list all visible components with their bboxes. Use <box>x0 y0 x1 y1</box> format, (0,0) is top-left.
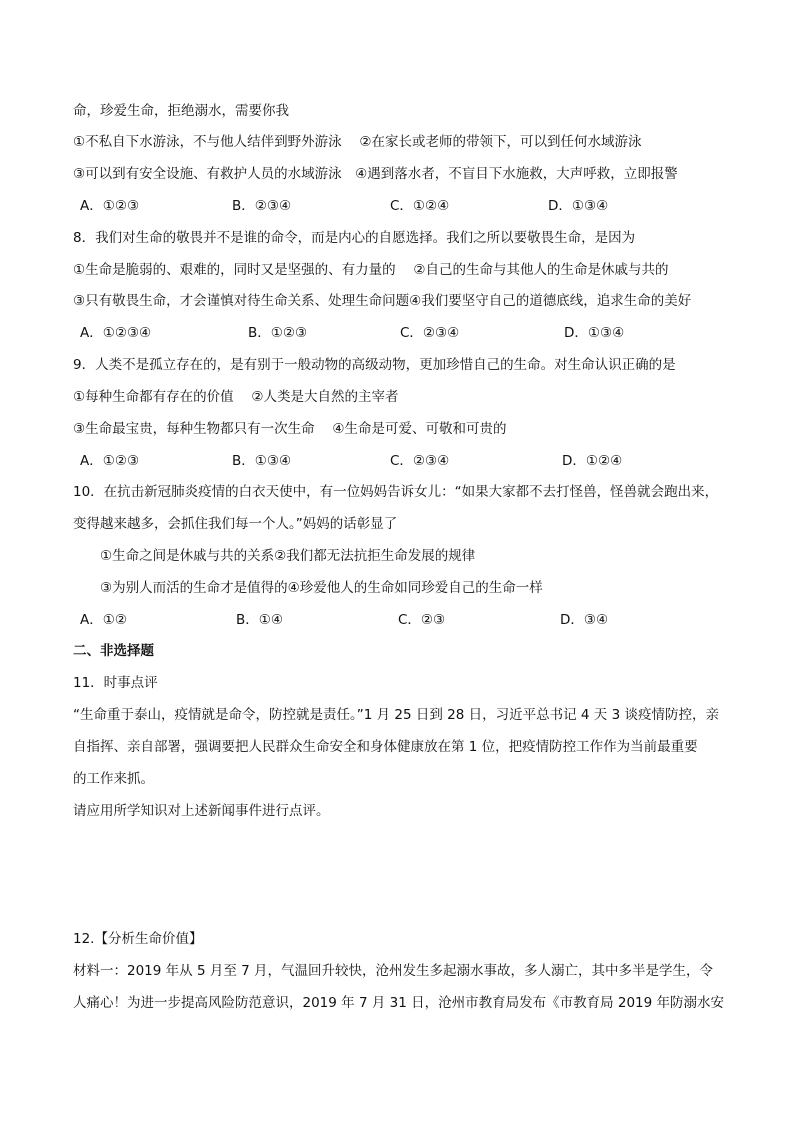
q11-title: 11．时事点评 <box>73 675 158 691</box>
q11-question: 请应用所学知识对上述新闻事件进行点评。 <box>73 803 330 819</box>
q10-stem-line-2: 变得越来越多，会抓住我们每一个人。”妈妈的话彰显了 <box>73 516 398 532</box>
q7-statement-3-4: ③可以到有安全设施、有救护人员的水域游泳 ④遇到落水者，不盲目下水施救，大声呼救，立即报警 <box>73 166 678 182</box>
q11-paragraph-line-1: “生命重于泰山，疫情就是命令，防控就是责任。”1 月 25 日到 28 日，习近平总书记 4 天 3 谈疫情防控，亲 <box>73 707 719 723</box>
q8-statement-3-4: ③只有敬畏生命，才会谨慎对待生命关系、处理生命问题④我们要坚守自己的道德底线，追求生命的美好 <box>73 293 692 309</box>
q9-statement-3-4: ③生命最宝贵，每种生物都只有一次生命 ④生命是可爱、可敬和可贵的 <box>73 421 507 437</box>
q7-option-d: D．①③④ <box>548 198 609 214</box>
q8-option-b: B．①②③ <box>248 325 308 341</box>
q10-option-a: A．①② <box>80 612 127 628</box>
q8-option-c: C．②③④ <box>400 325 460 341</box>
q9-option-c: C．②③④ <box>390 453 450 469</box>
q9-option-d: D．①②④ <box>562 453 623 469</box>
q8-options <box>80 323 720 343</box>
q9-option-b: B．①③④ <box>232 453 292 469</box>
q7-option-b: B．②③④ <box>232 198 292 214</box>
section-heading-non-choice: 二、非选择题 <box>73 643 154 659</box>
q10-options <box>80 610 720 630</box>
q12-title: 12.【分析生命价值】 <box>73 931 203 947</box>
q10-option-b: B．①④ <box>236 612 283 628</box>
q8-stem: 8．我们对生命的敬畏并不是谁的命令，而是内心的自愿选择。我们之所以要敬畏生命，是因为 <box>73 230 636 246</box>
q12-material-line-1: 材料一：2019 年从 5 月至 7 月，气温回升较快，沧州发生多起溺水事故，多人溺亡，其中多半是学生，令 <box>73 963 713 979</box>
q9-statement-1-2: ①每种生命都有存在的价值 ②人类是大自然的主宰者 <box>73 389 399 405</box>
q8-option-d: D．①③④ <box>564 325 625 341</box>
q12-material-line-2: 人痛心！为进一步提高风险防范意识，2019 年 7 月 31 日，沧州市教育局发布《市教育局 2019 年防溺水安 <box>73 995 725 1011</box>
q9-option-a: A．①②③ <box>80 453 140 469</box>
q10-stem-line-1: 10．在抗击新冠肺炎疫情的白衣天使中，有一位妈妈告诉女儿：“如果大家都不去打怪兽，怪兽就会跑出来， <box>73 484 719 500</box>
q10-option-d: D．③④ <box>560 612 609 628</box>
q7-option-c: C．①②④ <box>390 198 450 214</box>
q7-statement-1-2: ①不私自下水游泳，不与他人结伴到野外游泳 ②在家长或老师的带领下，可以到任何水域游泳 <box>73 134 642 150</box>
q7-stem-tail: 命，珍爱生命，拒绝溺水，需要你我 <box>73 103 289 119</box>
q9-options <box>80 451 720 471</box>
q8-statement-1-2: ①生命是脆弱的、艰难的，同时又是坚强的、有力量的 ②自己的生命与其他人的生命是休戚与共的 <box>73 262 669 278</box>
q9-stem: 9．人类不是孤立存在的，是有别于一般动物的高级动物，更加珍惜自己的生命。对生命认识正确的是 <box>73 357 676 373</box>
q10-statement-3-4: ③为别人而活的生命才是值得的④珍爱他人的生命如同珍爱自己的生命一样 <box>100 580 543 596</box>
q11-paragraph-line-2: 自指挥、亲自部署，强调要把人民群众生命安全和身体健康放在第 1 位，把疫情防控工作作为当前最重要 <box>73 739 698 755</box>
q10-option-c: C．②③ <box>398 612 446 628</box>
q7-option-a: A．①②③ <box>80 198 140 214</box>
q7-options <box>80 196 720 216</box>
q8-option-a: A．①②③④ <box>80 325 152 341</box>
q11-paragraph-line-3: 的工作来抓。 <box>73 771 154 787</box>
q10-statement-1-2: ①生命之间是休戚与共的关系②我们都无法抗拒生命发展的规律 <box>100 548 476 564</box>
